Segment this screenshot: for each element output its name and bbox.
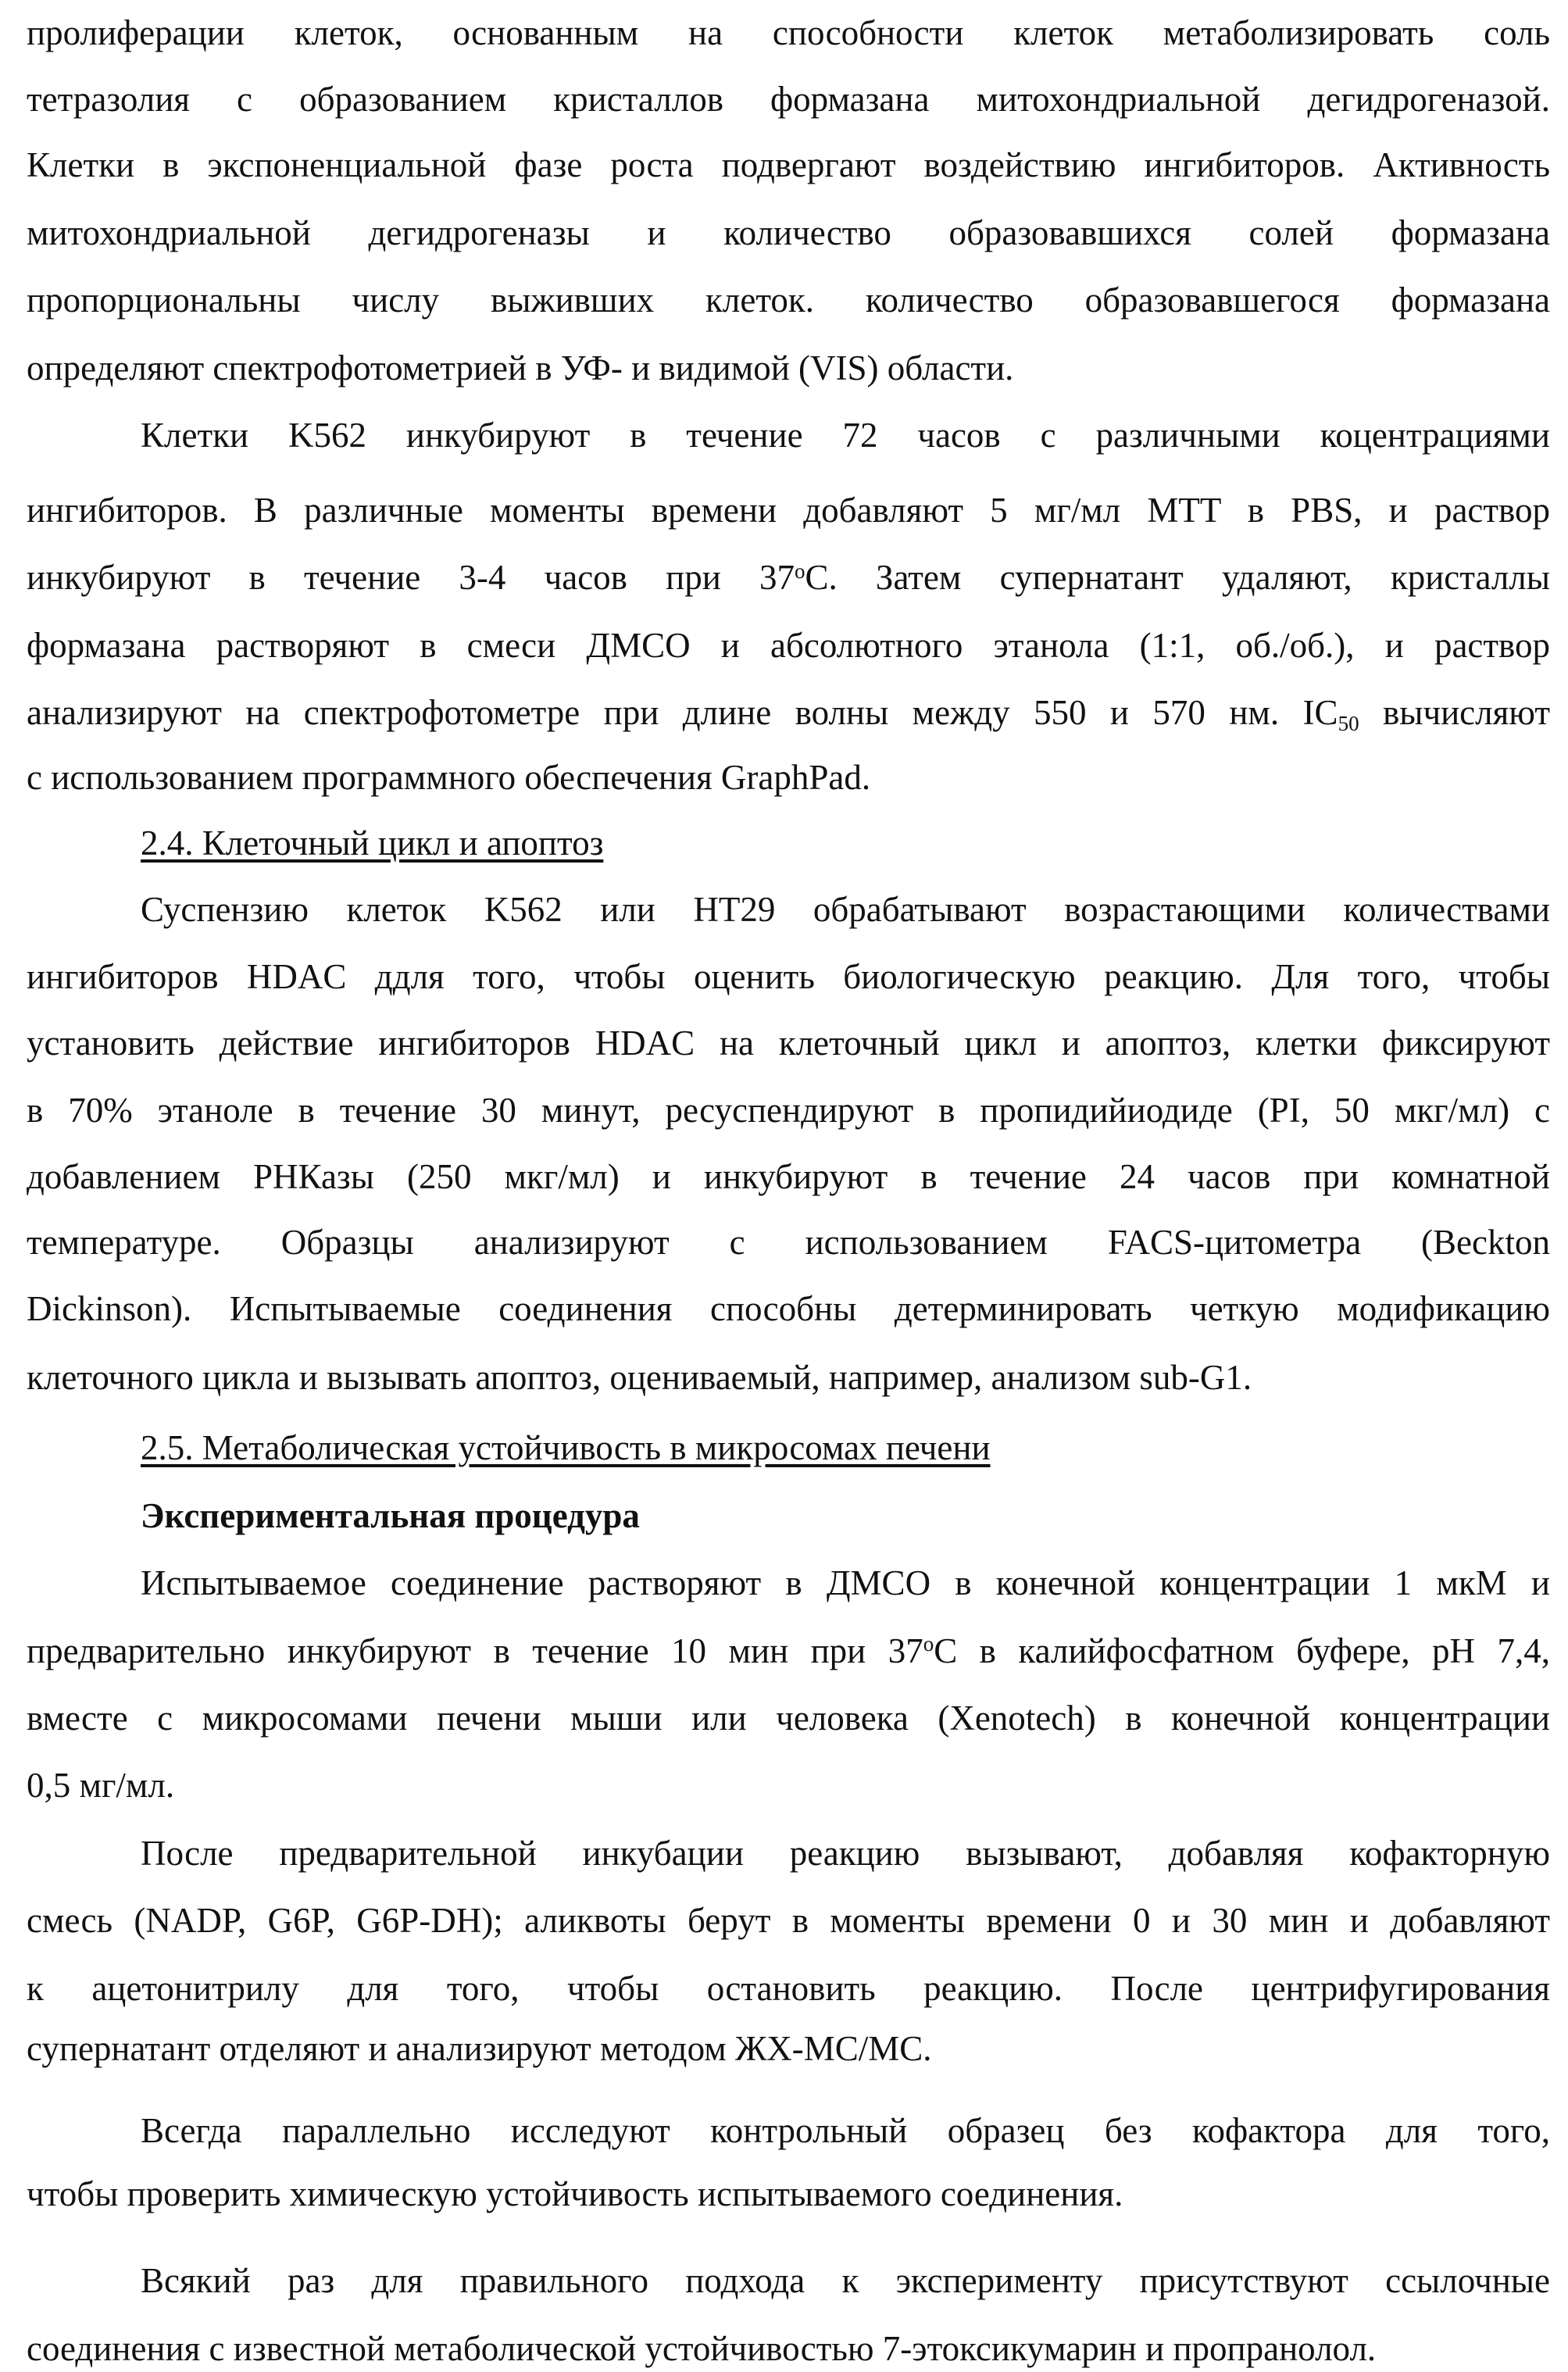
paragraph-line — [27, 1020, 1550, 1066]
paragraph-line — [27, 76, 1550, 123]
text-segment: температуре. Образцы анализируют с использованием FACS-цитометра (Beckton — [27, 1223, 1550, 1262]
text-segment: Всегда параллельно исследуют контрольный образец без кофактора для того, — [141, 2111, 1550, 2150]
paragraph-line — [27, 689, 1550, 736]
text-segment: клеточного цикла и вызывать апоптоз, оцениваемый, например, анализом sub-G1. — [27, 1358, 1252, 1397]
text-segment: вместе с микросомами печени мыши или человека (Xenotech) в конечной концентрации — [27, 1699, 1550, 1738]
paragraph-line — [27, 2325, 1550, 2372]
text-segment: ингибиторов. В различные моменты времени добавляют 5 мг/мл MTT в PBS, и раствор — [27, 491, 1550, 530]
text-segment: C. Затем супернатант удаляют, кристаллы — [805, 558, 1550, 597]
paragraph-line — [27, 1897, 1550, 1944]
subsection-heading — [141, 1492, 1550, 1539]
text-segment: чтобы проверить химическую устойчивость испытываемого соединения. — [27, 2174, 1123, 2213]
text-segment: анализируют на спектрофотометре при длине волны между 550 и 570 нм. IC — [27, 693, 1338, 732]
paragraph-line — [27, 953, 1550, 1000]
text-segment: супернатант отделяют и анализируют методом ЖХ-МС/МС. — [27, 2029, 932, 2068]
paragraph-line — [27, 1695, 1550, 1741]
paragraph-line — [27, 2025, 1550, 2072]
text-segment: C в калийфосфатном буфере, pH 7,4, — [934, 1631, 1550, 1670]
subscript: 50 — [1338, 712, 1359, 735]
text-segment: добавлением РНКазы (250 мкг/мл) и инкубируют в течение 24 часов при комнатной — [27, 1157, 1550, 1196]
section-heading — [141, 820, 1550, 866]
paragraph-line — [27, 1762, 1550, 1809]
paragraph-line — [27, 141, 1550, 188]
text-segment: предварительно инкубируют в течение 10 мин при 37 — [27, 1631, 923, 1670]
paragraph-line — [141, 1559, 1550, 1606]
paragraph-line — [141, 2107, 1550, 2154]
paragraph-line — [27, 9, 1550, 56]
text-segment: Испытываемое соединение растворяют в ДМСО в конечной концентрации 1 мкМ и — [141, 1563, 1550, 1602]
text-segment: вычисляют — [1359, 693, 1550, 732]
text-segment: Суспензию клеток K562 или HT29 обрабатывают возрастающими количествами — [141, 890, 1550, 929]
paragraph-line — [27, 1219, 1550, 1266]
paragraph-line — [27, 754, 1550, 801]
superscript: o — [923, 1632, 934, 1656]
text-segment: к ацетонитрилу для того, чтобы остановить реакцию. После центрифугирования — [27, 1969, 1550, 2008]
text-segment: формазана растворяют в смеси ДМСО и абсолютного этанола (1:1, об./об.), и раствор — [27, 626, 1550, 665]
text-segment: смесь (NADP, G6P, G6P-DH); аликвоты берут в моменты времени 0 и 30 мин и добавляют — [27, 1901, 1550, 1940]
paragraph-line — [27, 1627, 1550, 1674]
paragraph-line — [27, 487, 1550, 534]
text-segment: Всякий раз для правильного подхода к эксперименту присутствуют ссылочные — [141, 2261, 1550, 2300]
superscript: o — [795, 559, 805, 583]
text-segment: соединения с известной метаболической устойчивостью 7-этоксикумарин и пропранолол. — [27, 2329, 1376, 2368]
paragraph-line — [141, 886, 1550, 933]
text-segment: Клетки в экспоненциальной фазе роста подвергают воздействию ингибиторов. Активность — [27, 145, 1550, 184]
paragraph-line — [141, 2257, 1550, 2304]
paragraph-line — [27, 209, 1550, 256]
text-segment: с использованием программного обеспечения GraphPad. — [27, 758, 870, 797]
text-segment: митохондриальной дегидрогеназы и количество образовавшихся солей формазана — [27, 213, 1550, 252]
text-segment: Клетки K562 инкубируют в течение 72 часов с различными коцентрациями — [141, 416, 1550, 455]
text-segment: Dickinson). Испытываемые соединения способны детерминировать четкую модификацию — [27, 1289, 1550, 1328]
text-segment: инкубируют в течение 3-4 часов при 37 — [27, 558, 795, 597]
paragraph-line — [141, 1830, 1550, 1877]
paragraph-line — [27, 622, 1550, 669]
text-segment: 0,5 мг/мл. — [27, 1766, 174, 1805]
text-segment: Экспериментальная процедура — [141, 1496, 640, 1535]
paragraph-line — [27, 1354, 1550, 1401]
text-segment: пролиферации клеток, основанным на способности клеток метаболизировать соль — [27, 13, 1550, 52]
paragraph-line — [27, 1153, 1550, 1200]
text-segment: После предварительной инкубации реакцию вызывают, добавляя кофакторную — [141, 1834, 1550, 1873]
paragraph-line — [27, 1285, 1550, 1332]
text-segment: тетразолия с образованием кристаллов формазана митохондриальной дегидрогеназой. — [27, 80, 1550, 119]
paragraph-line — [141, 412, 1550, 459]
text-segment: в 70% этаноле в течение 30 минут, ресуспендируют в пропидийиодиде (PI, 50 мкг/мл) с — [27, 1091, 1550, 1130]
paragraph-line — [27, 1087, 1550, 1134]
paragraph-line — [27, 2170, 1550, 2217]
paragraph-line — [27, 277, 1550, 323]
paragraph-line — [27, 1965, 1550, 2012]
text-segment: определяют спектрофотометрией в УФ- и видимой (VIS) области. — [27, 348, 1013, 388]
text-segment: пропорциональны числу выживших клеток. количество образовавшегося формазана — [27, 280, 1550, 320]
text-segment: 2.5. Метаболическая устойчивость в микросомах печени — [141, 1428, 991, 1467]
text-segment: ингибиторов HDAC ддля того, чтобы оценить биологическую реакцию. Для того, чтобы — [27, 957, 1550, 996]
text-segment: установить действие ингибиторов HDAC на клеточный цикл и апоптоз, клетки фиксируют — [27, 1023, 1550, 1063]
text-segment: 2.4. Клеточный цикл и апоптоз — [141, 823, 603, 863]
paragraph-line — [27, 554, 1550, 601]
paragraph-line — [27, 345, 1550, 391]
section-heading — [141, 1424, 1550, 1471]
